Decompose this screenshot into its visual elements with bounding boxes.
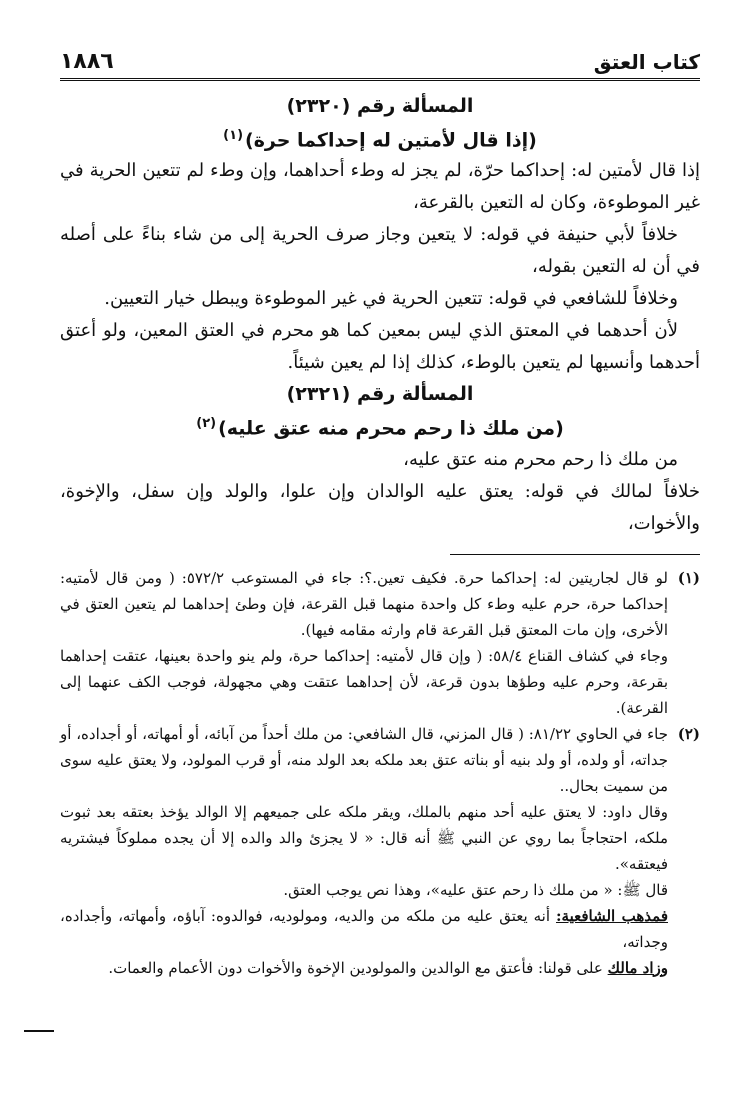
footnote-paragraph: جاء في الحاوي ٨١/٢٢: ( قال المزني، قال الشافعي: من ملك أحداً من آبائه، أو أمهاته، أو أجداده، أو جداته، أو ولده، أو ولد بنيه أو بناته عتق بعد ملكه بعد الولد منه، أو قرب المولود، ولا يعتق عليه سوى من سميت بحال.. [60,724,668,795]
document-page [60,42,700,981]
page-header [60,42,700,81]
issue-heading-2321 [60,379,700,409]
footnote-paragraph: قال ﷺ: « من ملك ذا رحم عتق عليه»، وهذا نص يوجب العتق. [283,880,668,899]
malik-label: وزاد مالك [607,958,668,977]
issue-title-text: (من ملك ذا رحم محرم منه عتق عليه) [218,417,564,440]
footnote-paragraph: وجاء في كشاف القناع ٥٨/٤: ( وإن قال لأمتيه: إحداكما حرة، ولم ينو واحدة بعينها، عتقت إحداهما بقرعة، وحرم عليه وطؤها بدون قرعة، لأن إحداهما عتقت وهي مجهولة، فوجب الكف عنهما إلى القرعة). [60,646,668,717]
footnote-1 [60,565,700,721]
footnote-paragraph: وقال داود: لا يعتق عليه أحد منهم بالملك، ويقر ملكه على جميعهم إلا الوالد يؤخذ بعتقه بعد ثبوت ملكه، احتجاجاً بما روي عن النبي ﷺ أنه قال: « لا يجزئ والد والده إلا أن يجده مملوكاً فيشتريه فيعتقه». [60,802,668,873]
issue-heading-2320 [60,91,700,121]
footnote-ref-1: (١) [223,128,244,143]
issue-label: المسألة رقم [356,383,474,406]
footnote-2 [60,721,700,981]
paragraph: إذا قال لأمتين له: إحداكما حرّة، لم يجز له وطء أحداهما، وإن وطء لم تتعين الحرية في غير الموطوءة، وكان له التعين بالقرعة، [60,160,700,214]
madhhab-text: أنه يعتق عليه من ملكه من والديه، ومولوديه، فوالدوه: آباؤه، وأمهاته، وأجداده، وجداته، [60,906,668,951]
paragraph: خلافاً لمالك في قوله: يعتق عليه الوالدان وإن علوا، والولد وإن سفل، والإخوة، والأخوات، [60,480,700,534]
paragraph: لأن أحدهما في المعتق الذي ليس بمعين كما هو محرم في العتق المعين، ولو أعتق أحدهما وأنسيها لم يتعين بالوطء، كذلك إذا لم يعين شيئاً. [60,320,700,374]
footnote-paragraph [60,903,668,955]
paragraph: وخلافاً للشافعي في قوله: تتعين الحرية في غير الموطوءة ويبطل خيار التعيين. [104,288,678,310]
paragraph: من ملك ذا رحم محرم منه عتق عليه، [403,448,678,470]
main-text [60,91,700,540]
issue-label: المسألة رقم [356,95,474,117]
footnote-paragraph: لو قال لجاريتين له: إحداكما حرة. فكيف تعين.؟: جاء في المستوعب ٥٧٢/٢: ( ومن قال لأمتيه: إحداكما حرة، حرم عليه وطء كل واحدة منهما قبل القرعة، فإن وطئ إحداهما لم يتعين العتق في الأخرى، وإن مات المعتق قبل القرعة قام وارثه مقامه فيها). [60,568,668,639]
paragraph: خلافاً لأبي حنيفة في قوله: لا يتعين وجاز صرف الحرية إلى من شاء بناءً على أصله في أن له التعين بقوله، [60,224,700,278]
madhhab-label: فمذهب الشافعية: [556,906,668,925]
issue-number: (٢٣٢١) [286,383,351,406]
footnotes [60,565,700,981]
issue-title-2321 [60,409,700,443]
page-number: ١٨٨٦ [60,49,114,74]
issue-title-text: (إذا قال لأمتين له إحداكما حرة) [245,129,537,152]
issue-number: (٢٣٢٠) [286,95,351,117]
continuation-dash [24,1030,54,1032]
footnote-paragraph [60,955,668,981]
footnote-number: (١) [677,568,700,587]
book-title: كتاب العتق [593,50,700,74]
malik-text: على قولنا: فأعتق مع الوالدين والمولودين الإخوة والأخوات دون الأعمام والعمات. [108,958,608,977]
footnote-separator [450,554,700,555]
footnote-number: (٢) [677,724,700,743]
issue-title-2320 [60,121,700,155]
footnote-ref-2: (٢) [196,416,217,432]
